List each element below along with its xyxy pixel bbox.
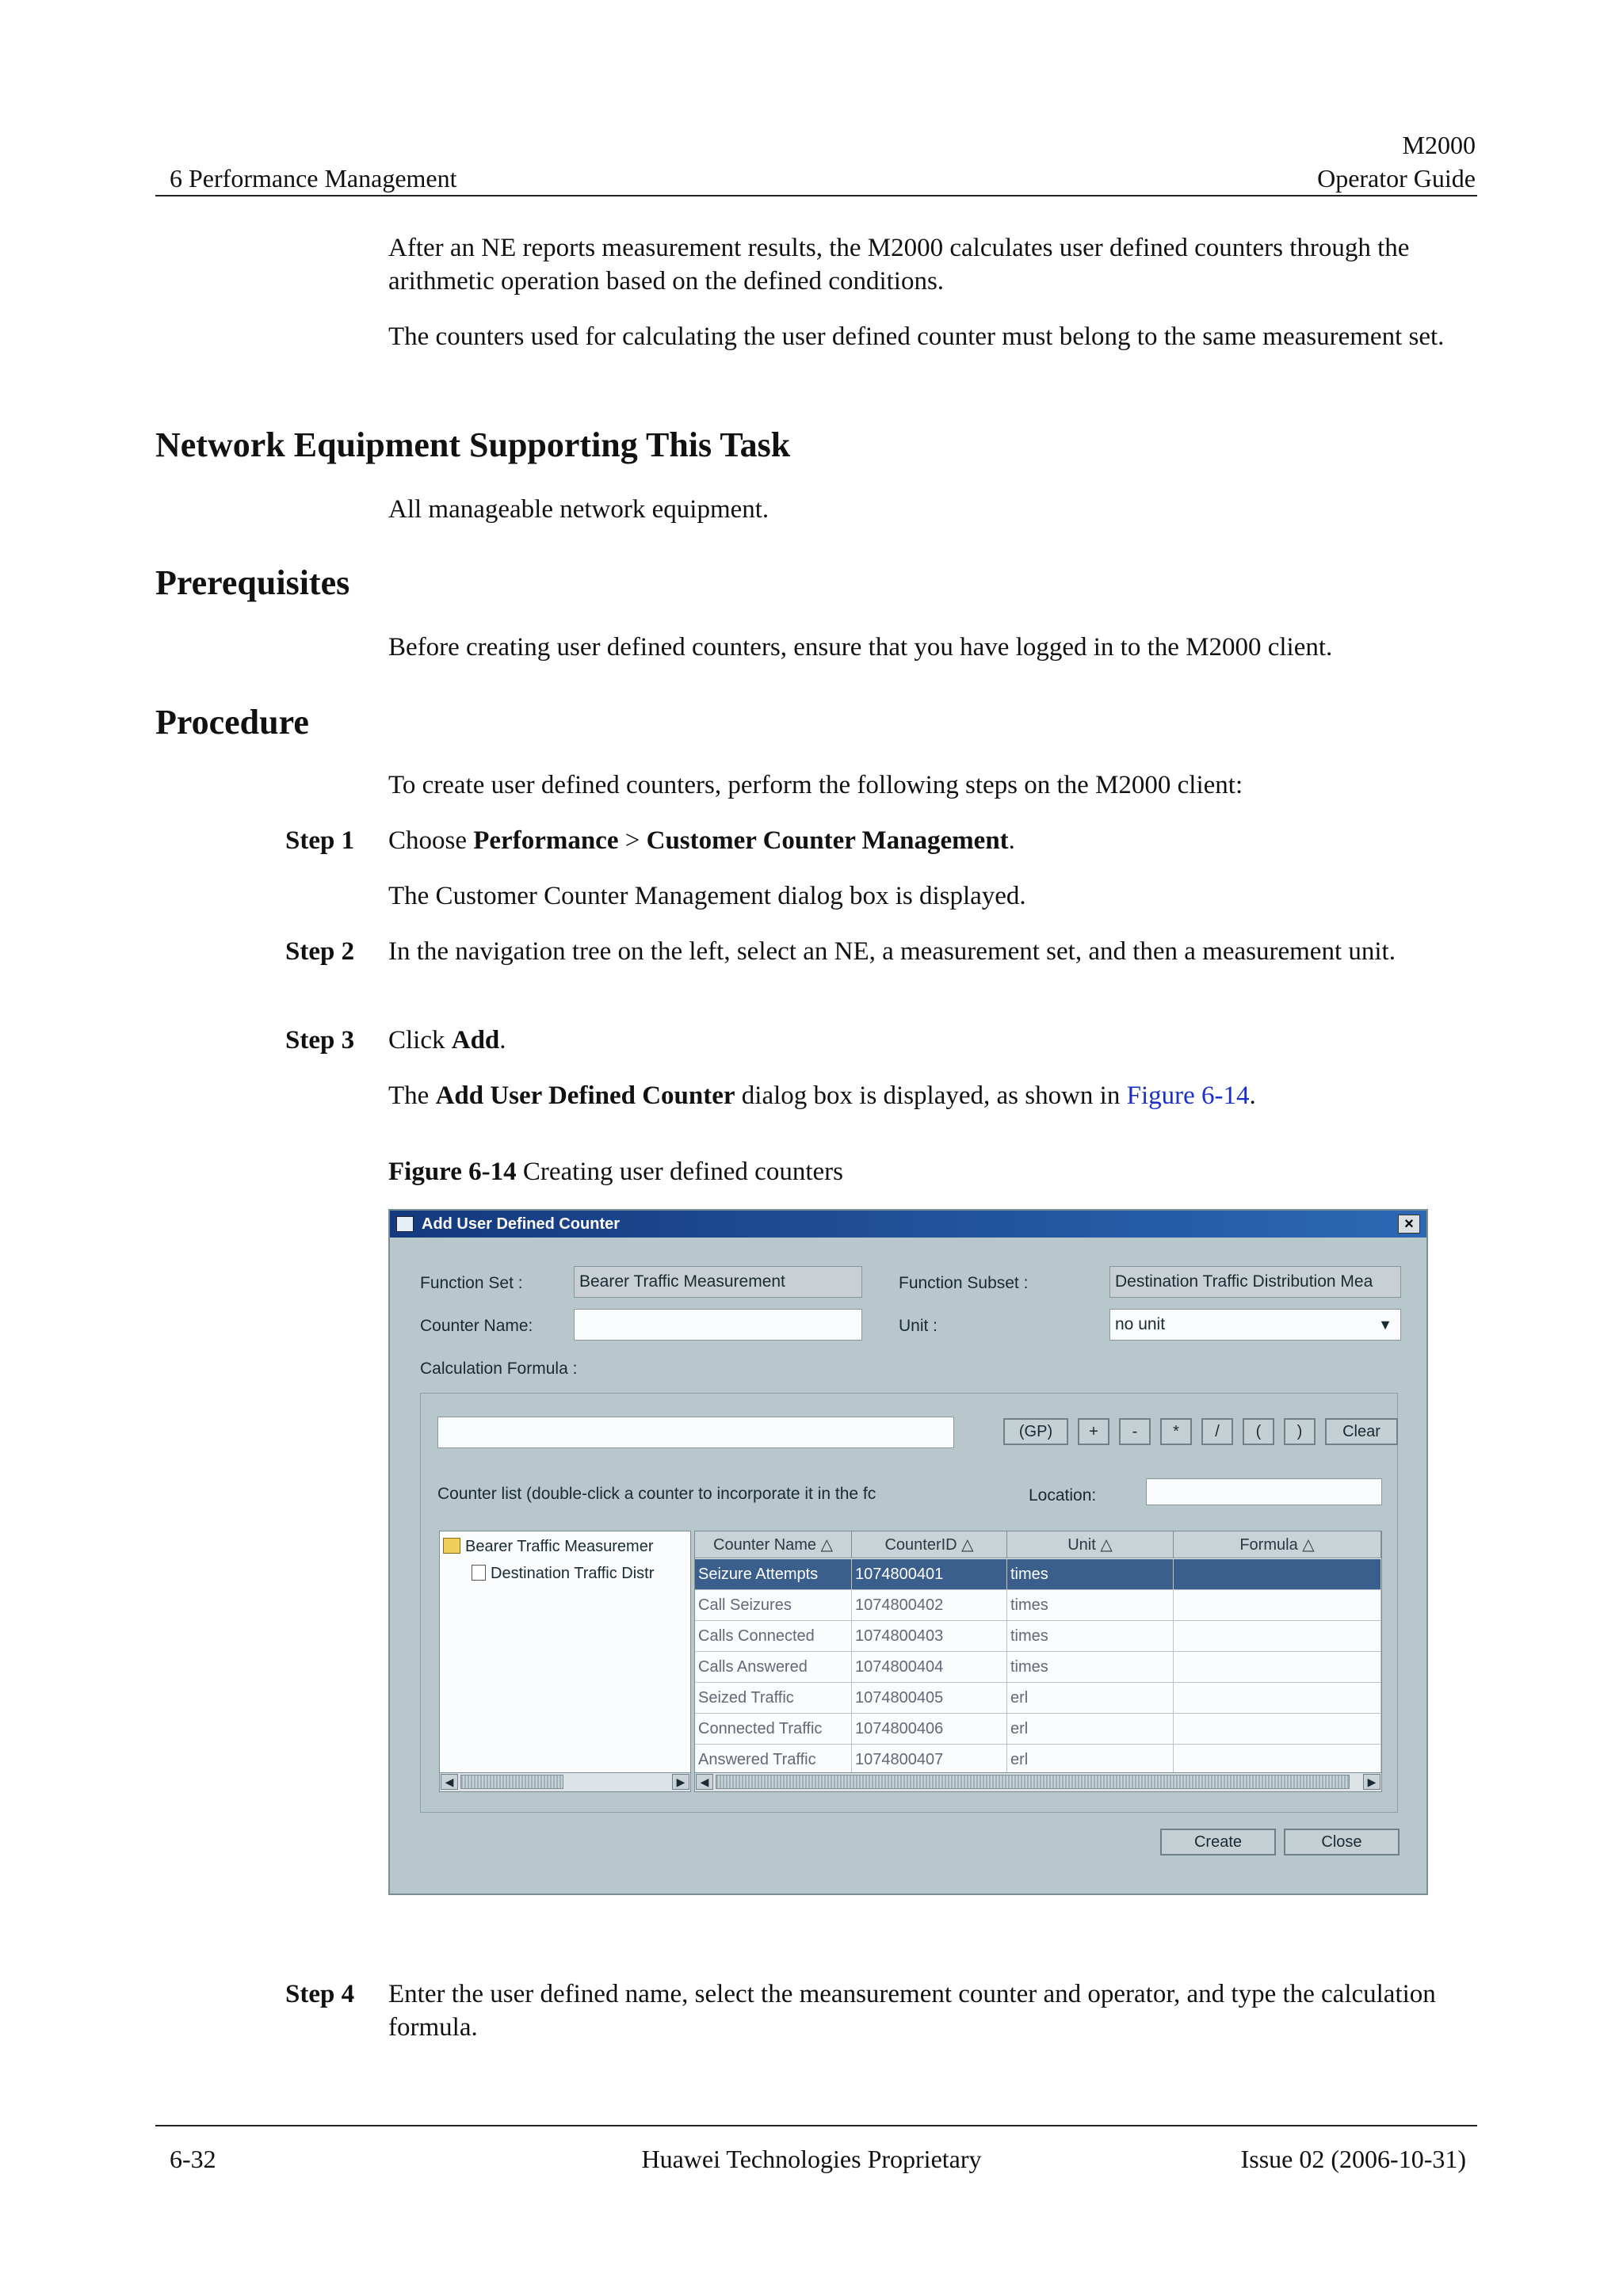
counter-name-label: Counter Name: [420, 1317, 533, 1335]
function-subset-field[interactable]: Destination Traffic Distribution Mea [1109, 1266, 1401, 1298]
cell-formula [1174, 1621, 1381, 1652]
footer-rule [155, 2125, 1477, 2126]
header-product: M2000 [1402, 131, 1476, 159]
gp-button[interactable]: (GP) [1003, 1418, 1068, 1445]
step-1-note: The Customer Counter Management dialog box is displayed. [388, 882, 1026, 910]
step-1-separator: > [618, 826, 647, 855]
page-header-right [1317, 128, 1476, 195]
scroll-left-icon[interactable]: ◀ [441, 1774, 458, 1790]
table-row[interactable] [695, 1652, 1381, 1683]
step-1-menu-performance: Performance [473, 826, 619, 855]
step-2-label: Step 2 [285, 937, 355, 966]
cell-counter-id: 1074800405 [852, 1683, 1007, 1714]
header-chapter: 6 Performance Management [170, 164, 457, 193]
add-user-defined-counter-dialog [388, 1209, 1428, 1895]
close-button[interactable]: Close [1284, 1829, 1400, 1855]
step-3-text [388, 1024, 1482, 1057]
heading-prerequisites: Prerequisites [155, 563, 350, 602]
cell-counter-name: Call Seizures [695, 1590, 852, 1621]
table-row[interactable] [695, 1745, 1381, 1775]
cell-counter-name: Connected Traffic [695, 1714, 852, 1745]
tree-node-function-subset-label: Destination Traffic Distr [491, 1565, 655, 1582]
window-icon [396, 1216, 414, 1232]
dialog-title: Add User Defined Counter [422, 1215, 621, 1233]
unit-select-value: no unit [1115, 1315, 1166, 1333]
step-4-label: Step 4 [285, 1980, 355, 2008]
unit-select[interactable] [1109, 1309, 1401, 1341]
cell-counter-name: Calls Connected [695, 1621, 852, 1652]
heading-network-equipment: Network Equipment Supporting This Task [155, 425, 791, 464]
function-set-field[interactable]: Bearer Traffic Measurement [574, 1266, 862, 1298]
divide-button[interactable]: / [1201, 1418, 1233, 1445]
step-3-post: . [499, 1026, 506, 1055]
step-3-pre: Click [388, 1026, 452, 1055]
plus-button[interactable]: + [1078, 1418, 1109, 1445]
cell-unit: times [1007, 1559, 1174, 1590]
step-3-label: Step 3 [285, 1026, 355, 1055]
measurement-tree [439, 1531, 691, 1792]
step-3-note [388, 1079, 1482, 1112]
network-equipment-text: All manageable network equipment. [388, 495, 769, 524]
function-set-label: Function Set : [420, 1274, 523, 1292]
figure-link[interactable]: Figure 6-14 [1126, 1081, 1250, 1110]
footer-page-number: 6-32 [170, 2145, 216, 2173]
step-3-note-mid: dialog box is displayed, as shown in [735, 1081, 1127, 1110]
column-counter-name[interactable]: Counter Name △ [695, 1531, 852, 1558]
intro-paragraph-1: After an NE reports measurement results, the M2000 calculates user defined counters through the arithmetic operation based on the defined conditions. [388, 234, 1410, 296]
cell-unit: erl [1007, 1683, 1174, 1714]
formula-input[interactable] [437, 1417, 954, 1448]
procedure-intro: To create user defined counters, perform the following steps on the M2000 client: [388, 771, 1243, 799]
scroll-left-icon[interactable]: ◀ [696, 1774, 713, 1790]
cell-unit: erl [1007, 1714, 1174, 1745]
cell-formula [1174, 1590, 1381, 1621]
figure-caption [388, 1155, 843, 1188]
cell-unit: times [1007, 1621, 1174, 1652]
step-4-text: Enter the user defined name, select the meansurement counter and operator, and type the calculation formula. [388, 1980, 1436, 2042]
column-counter-id[interactable]: CounterID △ [852, 1531, 1007, 1558]
cell-counter-name: Seized Traffic [695, 1683, 852, 1714]
cell-counter-name: Calls Answered [695, 1652, 852, 1683]
scroll-right-icon[interactable]: ▶ [672, 1774, 689, 1790]
header-rule [155, 195, 1477, 196]
cell-unit: erl [1007, 1745, 1174, 1775]
cell-counter-id: 1074800402 [852, 1590, 1007, 1621]
calculation-formula-label: Calculation Formula : [420, 1360, 578, 1378]
chevron-down-icon: ▼ [1378, 1317, 1392, 1333]
step-1-pre: Choose [388, 826, 474, 855]
right-paren-button[interactable]: ) [1284, 1418, 1316, 1445]
tree-node-function-set[interactable] [443, 1536, 654, 1557]
counter-name-input[interactable] [574, 1309, 862, 1341]
document-icon [472, 1565, 486, 1581]
unit-label: Unit : [899, 1317, 938, 1335]
table-row[interactable] [695, 1714, 1381, 1745]
counter-table [694, 1531, 1382, 1792]
step-3-note-dialog-name: Add User Defined Counter [435, 1081, 735, 1110]
cell-counter-name: Seizure Attempts [695, 1559, 852, 1590]
cell-formula [1174, 1714, 1381, 1745]
cell-formula [1174, 1683, 1381, 1714]
step-3-note-post: . [1249, 1081, 1256, 1110]
column-formula[interactable]: Formula △ [1174, 1531, 1381, 1558]
table-row[interactable] [695, 1559, 1381, 1590]
footer-company: Huawei Technologies Proprietary [641, 2145, 982, 2173]
create-button[interactable]: Create [1160, 1829, 1276, 1855]
location-label: Location: [1029, 1486, 1097, 1505]
heading-procedure: Procedure [155, 703, 309, 742]
column-unit[interactable]: Unit △ [1007, 1531, 1174, 1558]
counter-table-header [695, 1531, 1381, 1558]
cell-formula [1174, 1559, 1381, 1590]
step-1-label: Step 1 [285, 826, 355, 855]
table-row[interactable] [695, 1683, 1381, 1714]
counter-list-label: Counter list (double-click a counter to incorporate it in the fc [437, 1485, 876, 1503]
cell-counter-id: 1074800404 [852, 1652, 1007, 1683]
step-1-post: . [1008, 826, 1015, 855]
cell-counter-id: 1074800406 [852, 1714, 1007, 1745]
cell-unit: times [1007, 1590, 1174, 1621]
step-2-text: In the navigation tree on the left, select an NE, a measurement set, and then a measurement unit. [388, 937, 1396, 966]
tree-scroll-thumb[interactable] [460, 1775, 563, 1789]
cell-unit: times [1007, 1652, 1174, 1683]
figure-caption-text: Creating user defined counters [516, 1158, 843, 1186]
step-1-menu-customer-counter: Customer Counter Management [646, 826, 1009, 855]
dialog-title-bar [390, 1211, 1426, 1238]
cell-counter-id: 1074800403 [852, 1621, 1007, 1652]
table-horizontal-scrollbar[interactable] [695, 1772, 1381, 1791]
close-icon[interactable]: × [1398, 1215, 1420, 1234]
tree-node-function-set-label: Bearer Traffic Measuremer [465, 1538, 654, 1555]
multiply-button[interactable]: * [1160, 1418, 1192, 1445]
cell-formula [1174, 1652, 1381, 1683]
clear-button[interactable]: Clear [1325, 1418, 1398, 1445]
intro-paragraph-2: The counters used for calculating the user defined counter must belong to the same measurement set. [388, 322, 1445, 351]
step-3-add: Add [451, 1026, 500, 1055]
footer-issue: Issue 02 (2006-10-31) [1240, 2145, 1466, 2173]
cell-counter-name: Answered Traffic [695, 1745, 852, 1775]
left-paren-button[interactable]: ( [1243, 1418, 1274, 1445]
cell-counter-id: 1074800407 [852, 1745, 1007, 1775]
tree-node-function-subset[interactable] [472, 1563, 654, 1584]
step-1-text [388, 824, 1482, 857]
tree-horizontal-scrollbar[interactable] [440, 1772, 690, 1791]
scroll-right-icon[interactable]: ▶ [1363, 1774, 1381, 1790]
header-doc-title: Operator Guide [1317, 164, 1476, 193]
cell-counter-id: 1074800401 [852, 1559, 1007, 1590]
minus-button[interactable]: - [1119, 1418, 1151, 1445]
table-row[interactable] [695, 1590, 1381, 1621]
figure-number: Figure 6-14 [388, 1158, 517, 1186]
table-scroll-thumb[interactable] [716, 1775, 1350, 1789]
cell-formula [1174, 1745, 1381, 1775]
step-3-note-pre: The [388, 1081, 436, 1110]
open-folder-icon [443, 1538, 460, 1554]
table-row[interactable] [695, 1621, 1381, 1652]
location-input[interactable] [1146, 1478, 1382, 1505]
prerequisites-text: Before creating user defined counters, ensure that you have logged in to the M2000 client. [388, 633, 1333, 662]
function-subset-label: Function Subset : [899, 1274, 1029, 1292]
